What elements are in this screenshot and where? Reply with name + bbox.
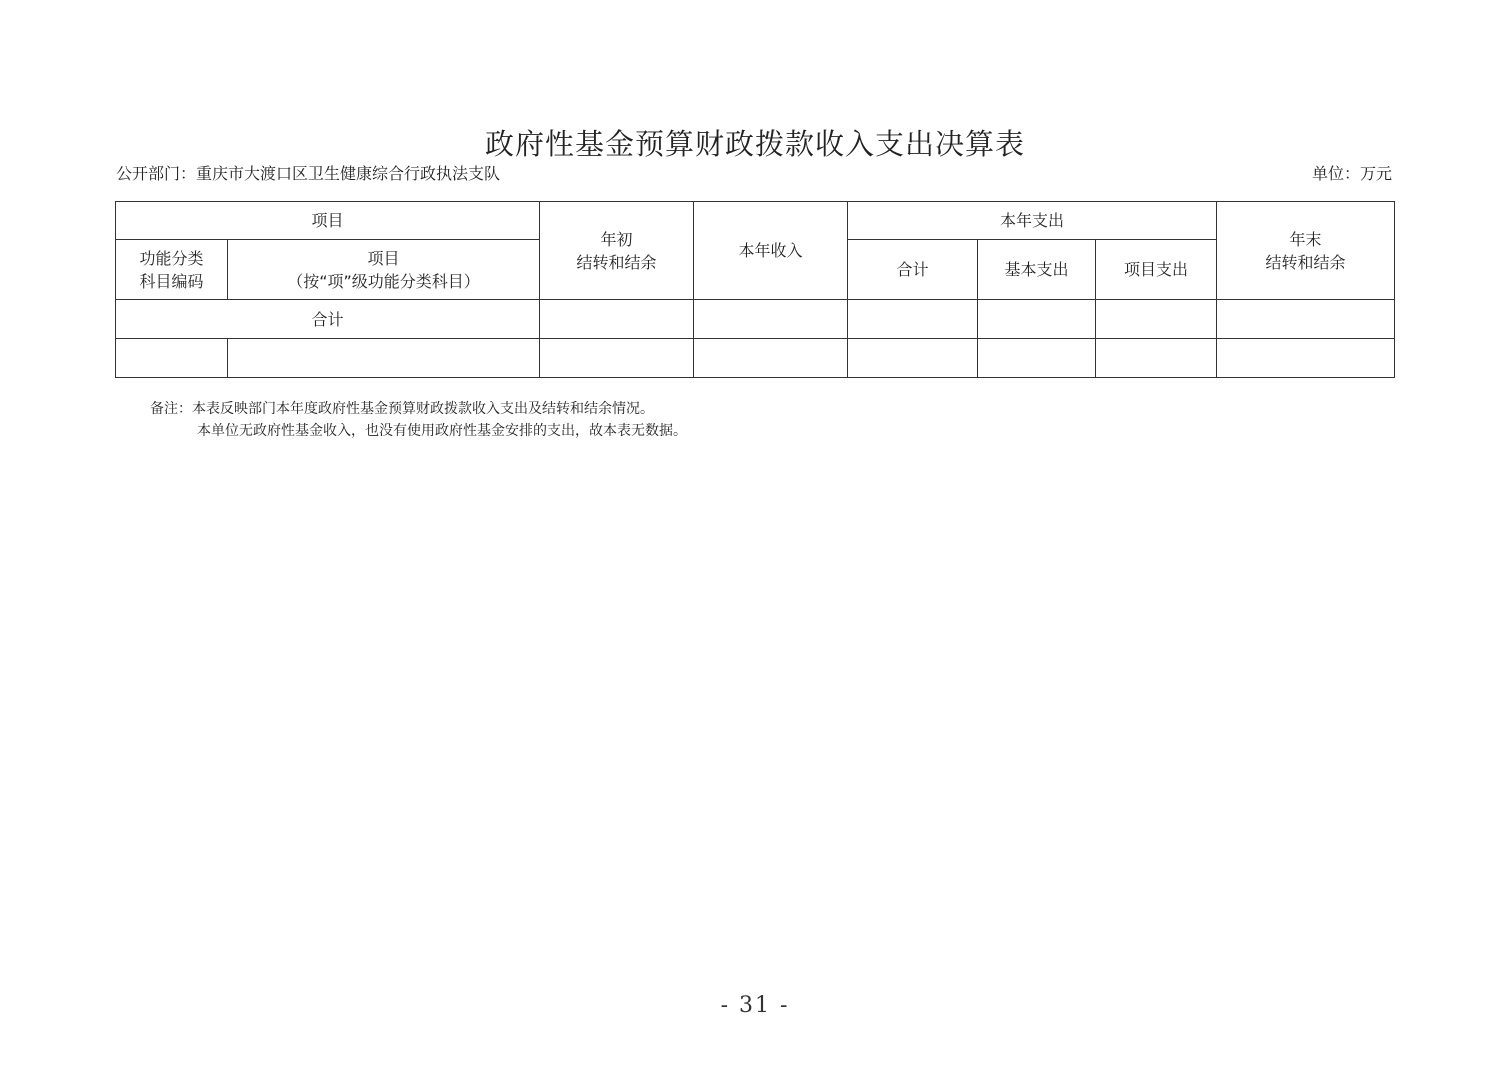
data-expense-total-cell: [848, 339, 978, 378]
data-item-cell: [228, 339, 540, 378]
data-closing-cell: [1217, 339, 1395, 378]
header-opening-line2: 结转和结余: [576, 252, 657, 272]
header-opening-line1: 年初: [600, 229, 633, 249]
header-code-line2: 科目编码: [139, 271, 204, 291]
document-title: 政府性基金预算财政拨款收入支出决算表: [484, 127, 1025, 161]
header-expense-total: 合计: [848, 240, 978, 300]
total-expense-project-cell: [1096, 300, 1217, 339]
data-opening-cell: [540, 339, 694, 378]
data-income-cell: [694, 339, 848, 378]
header-function-code: [116, 240, 228, 300]
note-line-2: 本单位无政府性基金收入，也没有使用政府性基金安排的支出，故本表无数据。: [197, 423, 687, 439]
total-row-label: 合计: [116, 300, 540, 339]
header-item-line2: （按“项”级功能分类科目）: [287, 271, 480, 291]
header-closing-line2: 结转和结余: [1265, 252, 1346, 272]
total-expense-basic-cell: [978, 300, 1096, 339]
data-expense-basic-cell: [978, 339, 1096, 378]
header-income: 本年收入: [694, 202, 848, 300]
total-row: [116, 300, 1395, 339]
data-row: [116, 339, 1395, 378]
unit-label: 单位：万元: [1311, 164, 1392, 183]
header-item-name: [228, 240, 540, 300]
total-opening-cell: [540, 300, 694, 339]
data-expense-project-cell: [1096, 339, 1217, 378]
page-number: - 31 -: [720, 993, 790, 1018]
total-closing-cell: [1217, 300, 1395, 339]
header-item-group: 项目: [116, 202, 540, 240]
department-label: 公开部门：重庆市大渡口区卫生健康综合行政执法支队: [116, 164, 501, 183]
header-expense-project: 项目支出: [1096, 240, 1217, 300]
header-closing-balance: [1217, 202, 1395, 300]
header-row-1: [116, 202, 1395, 240]
note-line-1: 备注：本表反映部门本年度政府性基金预算财政拨款收入支出及结转和结余情况。: [150, 401, 654, 417]
header-opening-balance: [540, 202, 694, 300]
data-code-cell: [116, 339, 228, 378]
header-expense-basic: 基本支出: [978, 240, 1096, 300]
header-code-line1: 功能分类: [139, 248, 204, 268]
notes: [150, 398, 687, 442]
header-closing-line1: 年末: [1289, 229, 1322, 249]
budget-table: [115, 201, 1395, 378]
header-expense-group: 本年支出: [848, 202, 1217, 240]
header-item-line1: 项目: [367, 248, 400, 268]
total-income-cell: [694, 300, 848, 339]
total-expense-total-cell: [848, 300, 978, 339]
